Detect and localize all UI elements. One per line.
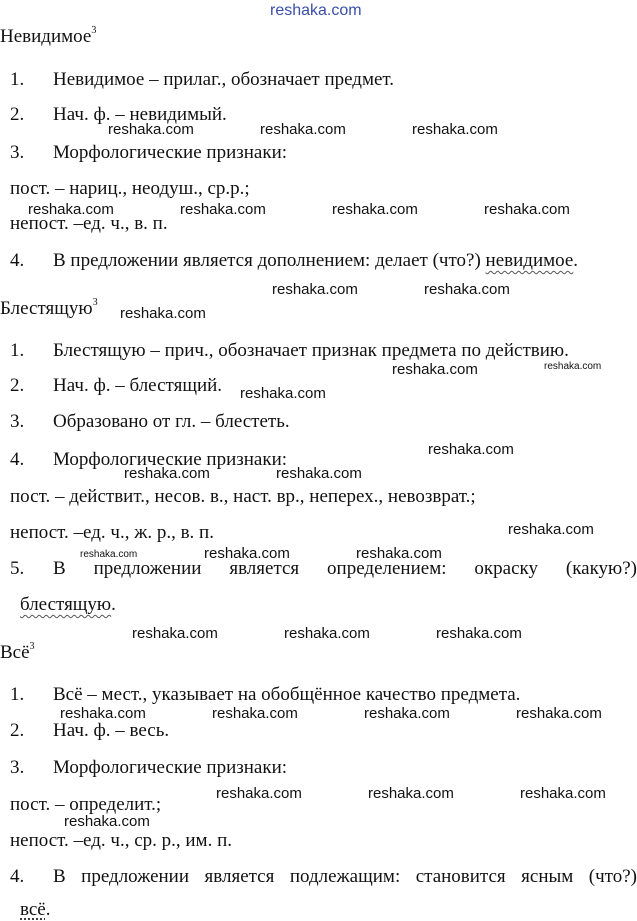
watermark: reshaka.com [28,201,114,218]
list-number: 3. [10,142,25,163]
watermark: reshaka.com [484,201,570,218]
list-number: 2. [10,375,25,396]
list-number: 4. [10,250,25,271]
watermark: reshaka.com [204,545,290,562]
list-item-continuation: всё. [20,899,51,920]
watermark: reshaka.com [436,625,522,642]
watermark: reshaka.com [516,705,602,722]
list-item-continuation: блестящую. [20,594,116,615]
watermark: reshaka.com [124,465,210,482]
list-number: 3. [10,757,25,778]
list-item: Нач. ф. – блестящий. [53,375,223,396]
section-title: Блестящую$^3$ [0,297,98,319]
watermark: reshaka.com [272,281,358,298]
list-item: Блестящую – прич., обозначает признак предмета по действию. [53,340,569,361]
watermark: reshaka.com [424,281,510,298]
watermark: reshaka.com [364,705,450,722]
list-item: Морфологические признаки: [53,142,288,163]
watermark: reshaka.com [428,441,514,458]
watermark: reshaka.com [392,361,478,378]
list-number: 3. [10,411,25,432]
watermark: reshaka.com [108,121,194,138]
list-item: Образовано от гл. – блестеть. [53,411,290,432]
variable-features: непост. –ед. ч., ср. р., им. п. [10,830,232,851]
list-number: 2. [10,720,25,741]
list-number: 4. [10,866,25,887]
list-number: 1. [10,69,25,90]
watermark: reshaka.com [544,361,602,372]
watermark: reshaka.com [412,121,498,138]
watermark: reshaka.com [216,785,302,802]
watermark: reshaka.com [132,625,218,642]
section-title: Всё$^3$ [0,641,35,663]
list-number: 2. [10,104,25,125]
watermark: reshaka.com [80,549,138,560]
list-item: В предложении является дополнением: делает (что?) невидимое. [53,250,579,271]
watermark: reshaka.com [276,465,362,482]
watermark: reshaka.com [240,385,326,402]
list-item: Морфологические признаки: [53,757,288,778]
watermark: reshaka.com [520,785,606,802]
watermark: reshaka.com [60,705,146,722]
list-number: 1. [10,340,25,361]
watermark: reshaka.com [270,2,362,19]
list-item: Всё – мест., указывает на обобщённое качество предмета. [53,684,521,705]
variable-features: непост. –ед. ч., ж. р., в. п. [10,522,214,543]
watermark: reshaka.com [368,785,454,802]
list-number: 4. [10,449,25,470]
analyzed-word: всё [20,899,46,920]
variable-features: непост. –ед. ч., в. п. [10,213,168,234]
section-title: Невидимое$^3$ [0,25,97,47]
watermark: reshaka.com [212,705,298,722]
constant-features: пост. – определит.; [10,794,162,815]
list-item: Нач. ф. – весь. [53,720,170,741]
watermark: reshaka.com [64,813,150,830]
analyzed-word: блестящую [20,594,112,615]
list-item: Нач. ф. – невидимый. [53,104,227,125]
list-item: В предложении является подлежащим: становится ясным (что?) [53,866,637,887]
list-number: 5. [10,558,25,579]
list-item: В предложении является определением: окраску (какую?) [53,558,637,579]
watermark: reshaka.com [120,305,206,322]
watermark: reshaka.com [332,201,418,218]
watermark: reshaka.com [508,521,594,538]
analyzed-word: невидимое [485,250,574,271]
constant-features: пост. – действит., несов. в., наст. вр., неперех., невозврат.; [10,486,476,507]
watermark: reshaka.com [260,121,346,138]
watermark: reshaka.com [284,625,370,642]
constant-features: пост. – нариц., неодуш., ср.р.; [10,178,250,199]
watermark: reshaka.com [180,201,266,218]
watermark: reshaka.com [356,545,442,562]
list-item: Морфологические признаки: [53,449,288,470]
list-number: 1. [10,684,25,705]
list-item: Невидимое – прилаг., обозначает предмет. [53,69,395,90]
